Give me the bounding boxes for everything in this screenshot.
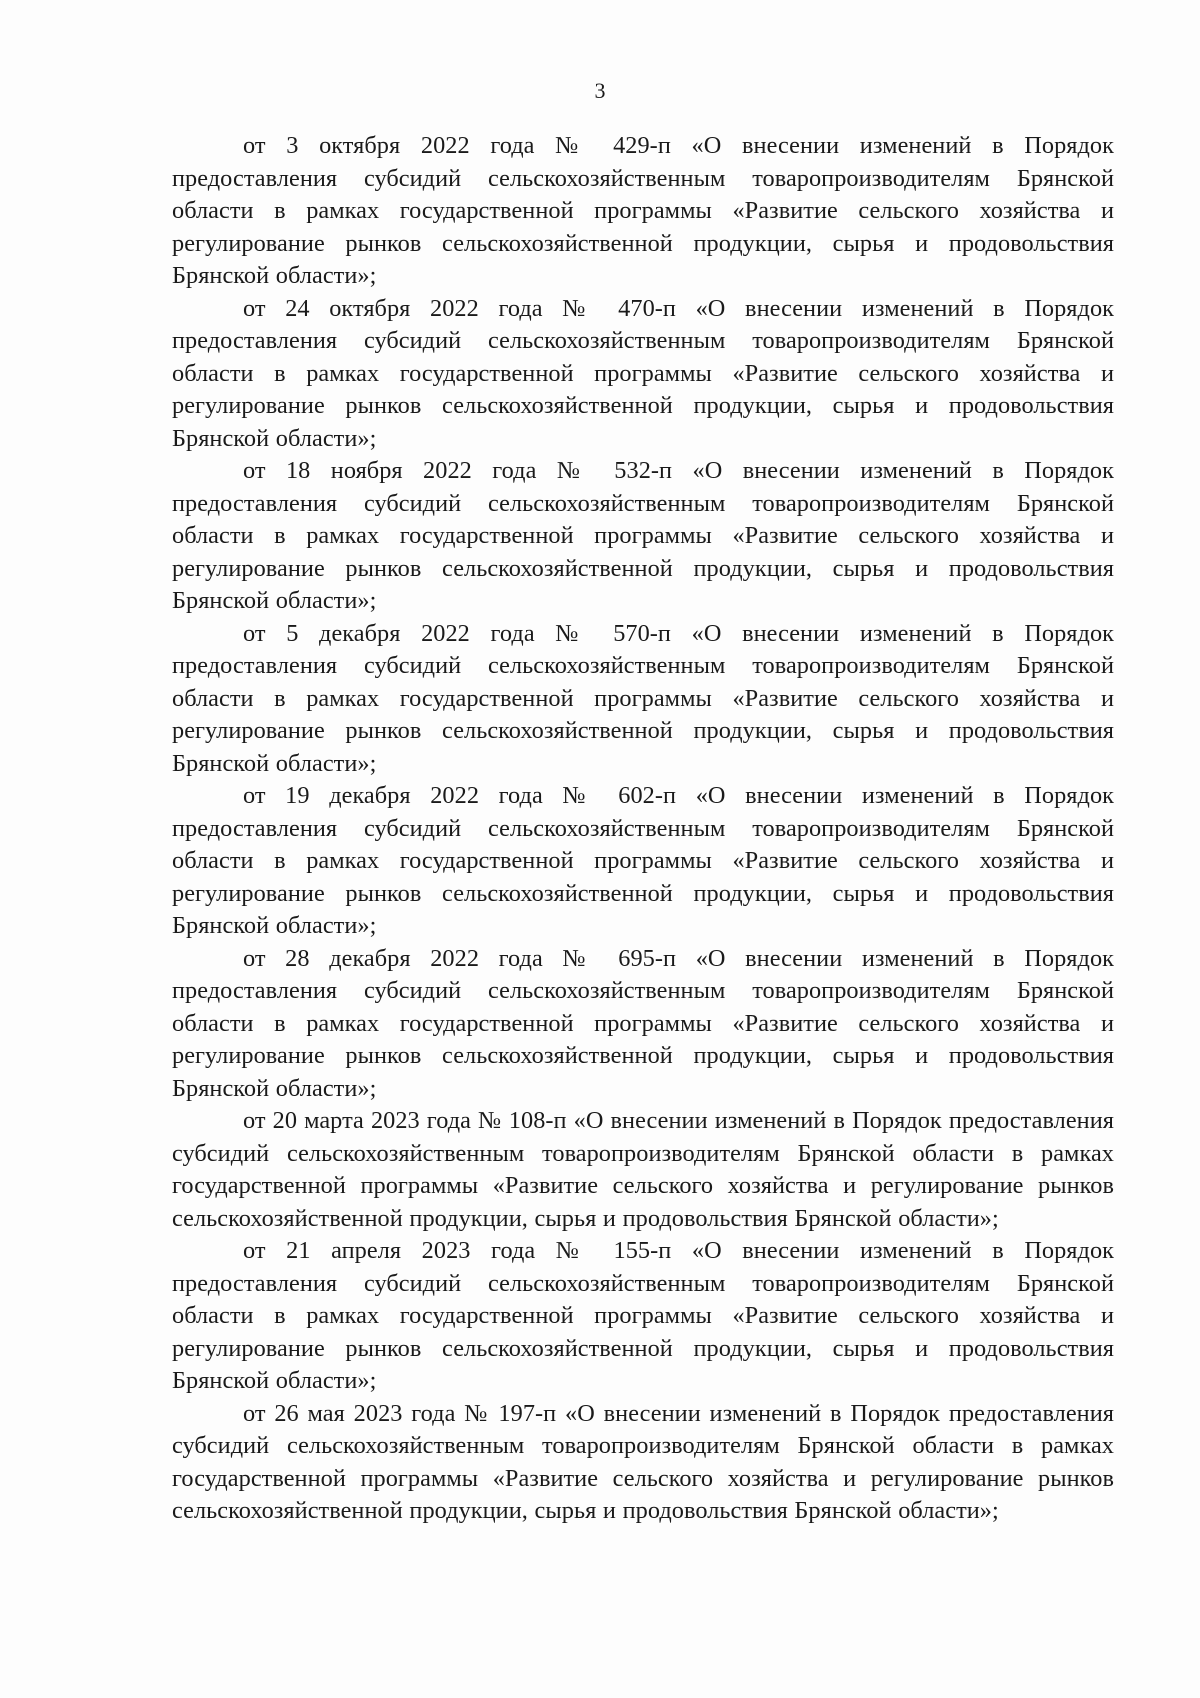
list-item-text: от 18 ноября 2022 года № 532-п «О внесении изменений в Порядок предоставления субсидий сельскохозяйственным товаропроизводителям Брянской области в рамках государственной программы «Развитие сельского хозяйства и регулирование рынков сельскохозяйственной продукции, сырья и продовольствия Брянской области»; (172, 457, 1114, 614)
list-item (172, 618, 1114, 781)
list-item (172, 943, 1114, 1106)
list-item-text: от 5 декабря 2022 года № 570-п «О внесении изменений в Порядок предоставления субсидий сельскохозяйственным товаропроизводителям Брянской области в рамках государственной программы «Развитие сельского хозяйства и регулирование рынков сельскохозяйственной продукции, сырья и продовольствия Брянской области»; (172, 619, 1114, 777)
list-item-text: от 19 декабря 2022 года № 602-п «О внесении изменений в Порядок предоставления субсидий сельскохозяйственным товаропроизводителям Брянской области в рамках государственной программы «Развитие сельского хозяйства и регулирование рынков сельскохозяйственной продукции, сырья и продовольствия Брянской области»; (172, 782, 1114, 939)
page-number: 3 (594, 78, 606, 103)
list-item (172, 1235, 1114, 1398)
list-item-text: от 21 апреля 2023 года № 155-п «О внесении изменений в Порядок предоставления субсидий сельскохозяйственным товаропроизводителям Брянской области в рамках государственной программы «Развитие сельского хозяйства и регулирование рынков сельскохозяйственной продукции, сырья и продовольствия Брянской области»; (172, 1237, 1114, 1394)
list-item (172, 455, 1114, 618)
document-body (172, 130, 1114, 1528)
list-item (172, 1105, 1114, 1235)
list-item-text: от 28 декабря 2022 года № 695-п «О внесении изменений в Порядок предоставления субсидий сельскохозяйственным товаропроизводителям Брянской области в рамках государственной программы «Развитие сельского хозяйства и регулирование рынков сельскохозяйственной продукции, сырья и продовольствия Брянской области»; (172, 944, 1114, 1102)
list-item-text: от 20 марта 2023 года № 108-п «О внесении изменений в Порядок предоставления субсидий сельскохозяйственным товаропроизводителям Брянской области в рамках государственной программы «Развитие сельского хозяйства и регулирование рынков сельскохозяйственной продукции, сырья и продовольствия Брянской области»; (172, 1107, 1114, 1232)
list-item (172, 293, 1114, 456)
list-item-text: от 3 октября 2022 года № 429-п «О внесении изменений в Порядок предоставления субсидий сельскохозяйственным товаропроизводителям Брянской области в рамках государственной программы «Развитие сельского хозяйства и регулирование рынков сельскохозяйственной продукции, сырья и продовольствия Брянской области»; (172, 132, 1114, 289)
list-item-text: от 26 мая 2023 года № 197-п «О внесении изменений в Порядок предоставления субсидий сельскохозяйственным товаропроизводителям Брянской области в рамках государственной программы «Развитие сельского хозяйства и регулирование рынков сельскохозяйственной продукции, сырья и продовольствия Брянской области»; (172, 1399, 1114, 1524)
list-item-text: от 24 октября 2022 года № 470-п «О внесении изменений в Порядок предоставления субсидий сельскохозяйственным товаропроизводителям Брянской области в рамках государственной программы «Развитие сельского хозяйства и регулирование рынков сельскохозяйственной продукции, сырья и продовольствия Брянской области»; (172, 294, 1114, 452)
list-item (172, 1398, 1114, 1528)
list-item (172, 780, 1114, 943)
list-item (172, 130, 1114, 293)
